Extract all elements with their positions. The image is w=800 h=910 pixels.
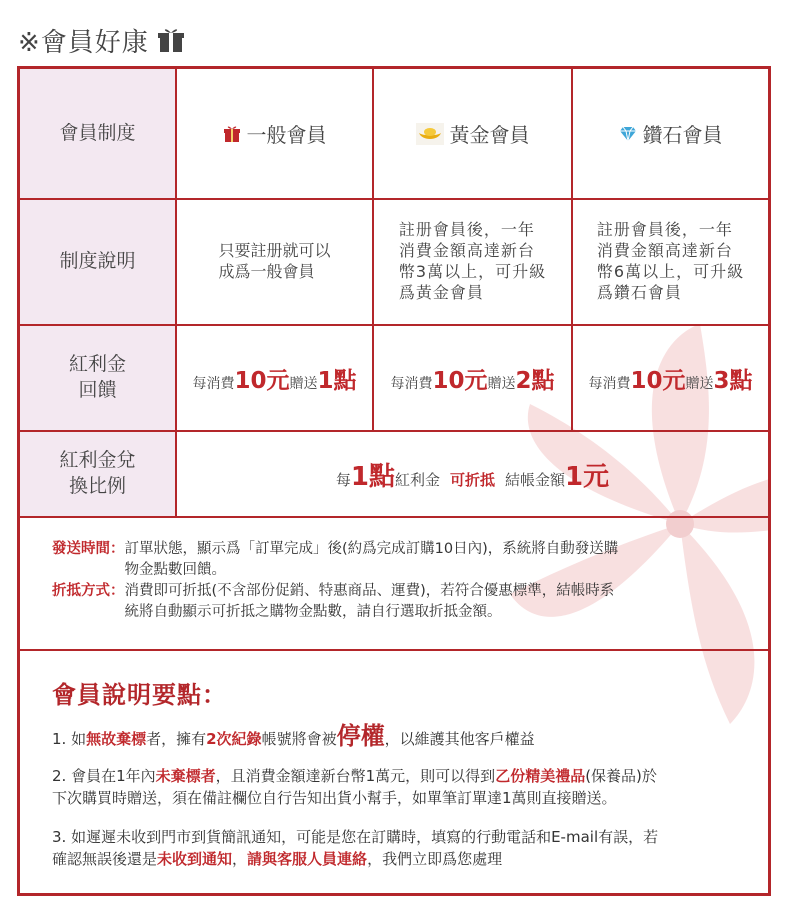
points-title: 會員說明要點： <box>52 681 227 709</box>
tier-row <box>20 69 768 200</box>
gold-ingot-icon <box>416 123 444 145</box>
exchange-row <box>20 432 768 518</box>
row-header-description: 制度說明 <box>20 200 177 326</box>
tier-name: 一般會員 <box>246 123 327 147</box>
description-diamond: 註册會員後，一年 消費金額高達新台 幣6萬以上，可升級 爲鑽石會員 <box>573 200 768 326</box>
bonus-gold: 每消費 10元 贈送 2點 <box>374 326 573 432</box>
description-gold: 註册會員後，一年 消費金額高達新台 幣3萬以上，可升級 爲黃金會員 <box>374 200 573 326</box>
tier-cell-gold <box>374 69 573 200</box>
point-1: 1. 如無故棄標者，擁有2次紀錄帳號將會被停權，以維護其他客戶權益 <box>52 722 535 750</box>
section-title: ※會員好康 <box>18 27 149 58</box>
row-header-bonus: 紅利金 回饋 <box>20 326 177 432</box>
gift-icon <box>223 125 241 143</box>
bonus-row <box>20 326 768 432</box>
description-row <box>20 200 768 326</box>
description-general: 只要註册就可以 成爲一般會員 <box>177 200 374 326</box>
divider <box>20 649 768 651</box>
section-heading <box>18 20 185 60</box>
tier-cell-diamond <box>573 69 768 200</box>
row-header-exchange: 紅利金兌 換比例 <box>20 432 177 518</box>
row-header-system: 會員制度 <box>20 69 177 200</box>
bonus-general: 每消費 10元 贈送 1點 <box>177 326 374 432</box>
tier-cell-general <box>177 69 374 200</box>
membership-panel <box>17 66 771 896</box>
diamond-icon <box>619 126 637 142</box>
bonus-diamond: 每消費 10元 贈送 3點 <box>573 326 768 432</box>
point-3: 3. 如遲遲未收到門市到貨簡訊通知，可能是您在訂購時，填寫的行動電話和E-mail有誤，若 確認無誤後還是未收到通知，請與客服人員連絡，我們立即爲您處理 <box>52 828 659 868</box>
send-time-note: 發送時間： 訂單狀態，顯示爲「訂單完成」後(約爲完成訂購10日內)，系統將自動發送購 物金點數回饋。 <box>52 541 619 579</box>
exchange-rate: 每 1點 紅利金 可折抵 結帳金額 1元 <box>177 432 768 518</box>
offset-method-note: 折抵方式： 消費即可折抵(不含部份促銷、特惠商品、運費)，若符合優惠標準，結帳時系 統將自動顯示可折抵之購物金點數，請自行選取折抵金額。 <box>52 583 615 621</box>
gift-icon <box>157 26 185 54</box>
tier-name: 黃金會員 <box>449 123 530 147</box>
point-2: 2. 會員在1年內未棄標者，且消費金額達新台幣1萬元，則可以得到乙份精美禮品(保養品)於 下次購買時贈送，須在備註欄位自行告知出貨小幫手，如單筆訂單達1萬則直接贈送。 <box>52 767 657 807</box>
tier-name: 鑽石會員 <box>642 123 723 147</box>
notes <box>52 539 752 623</box>
